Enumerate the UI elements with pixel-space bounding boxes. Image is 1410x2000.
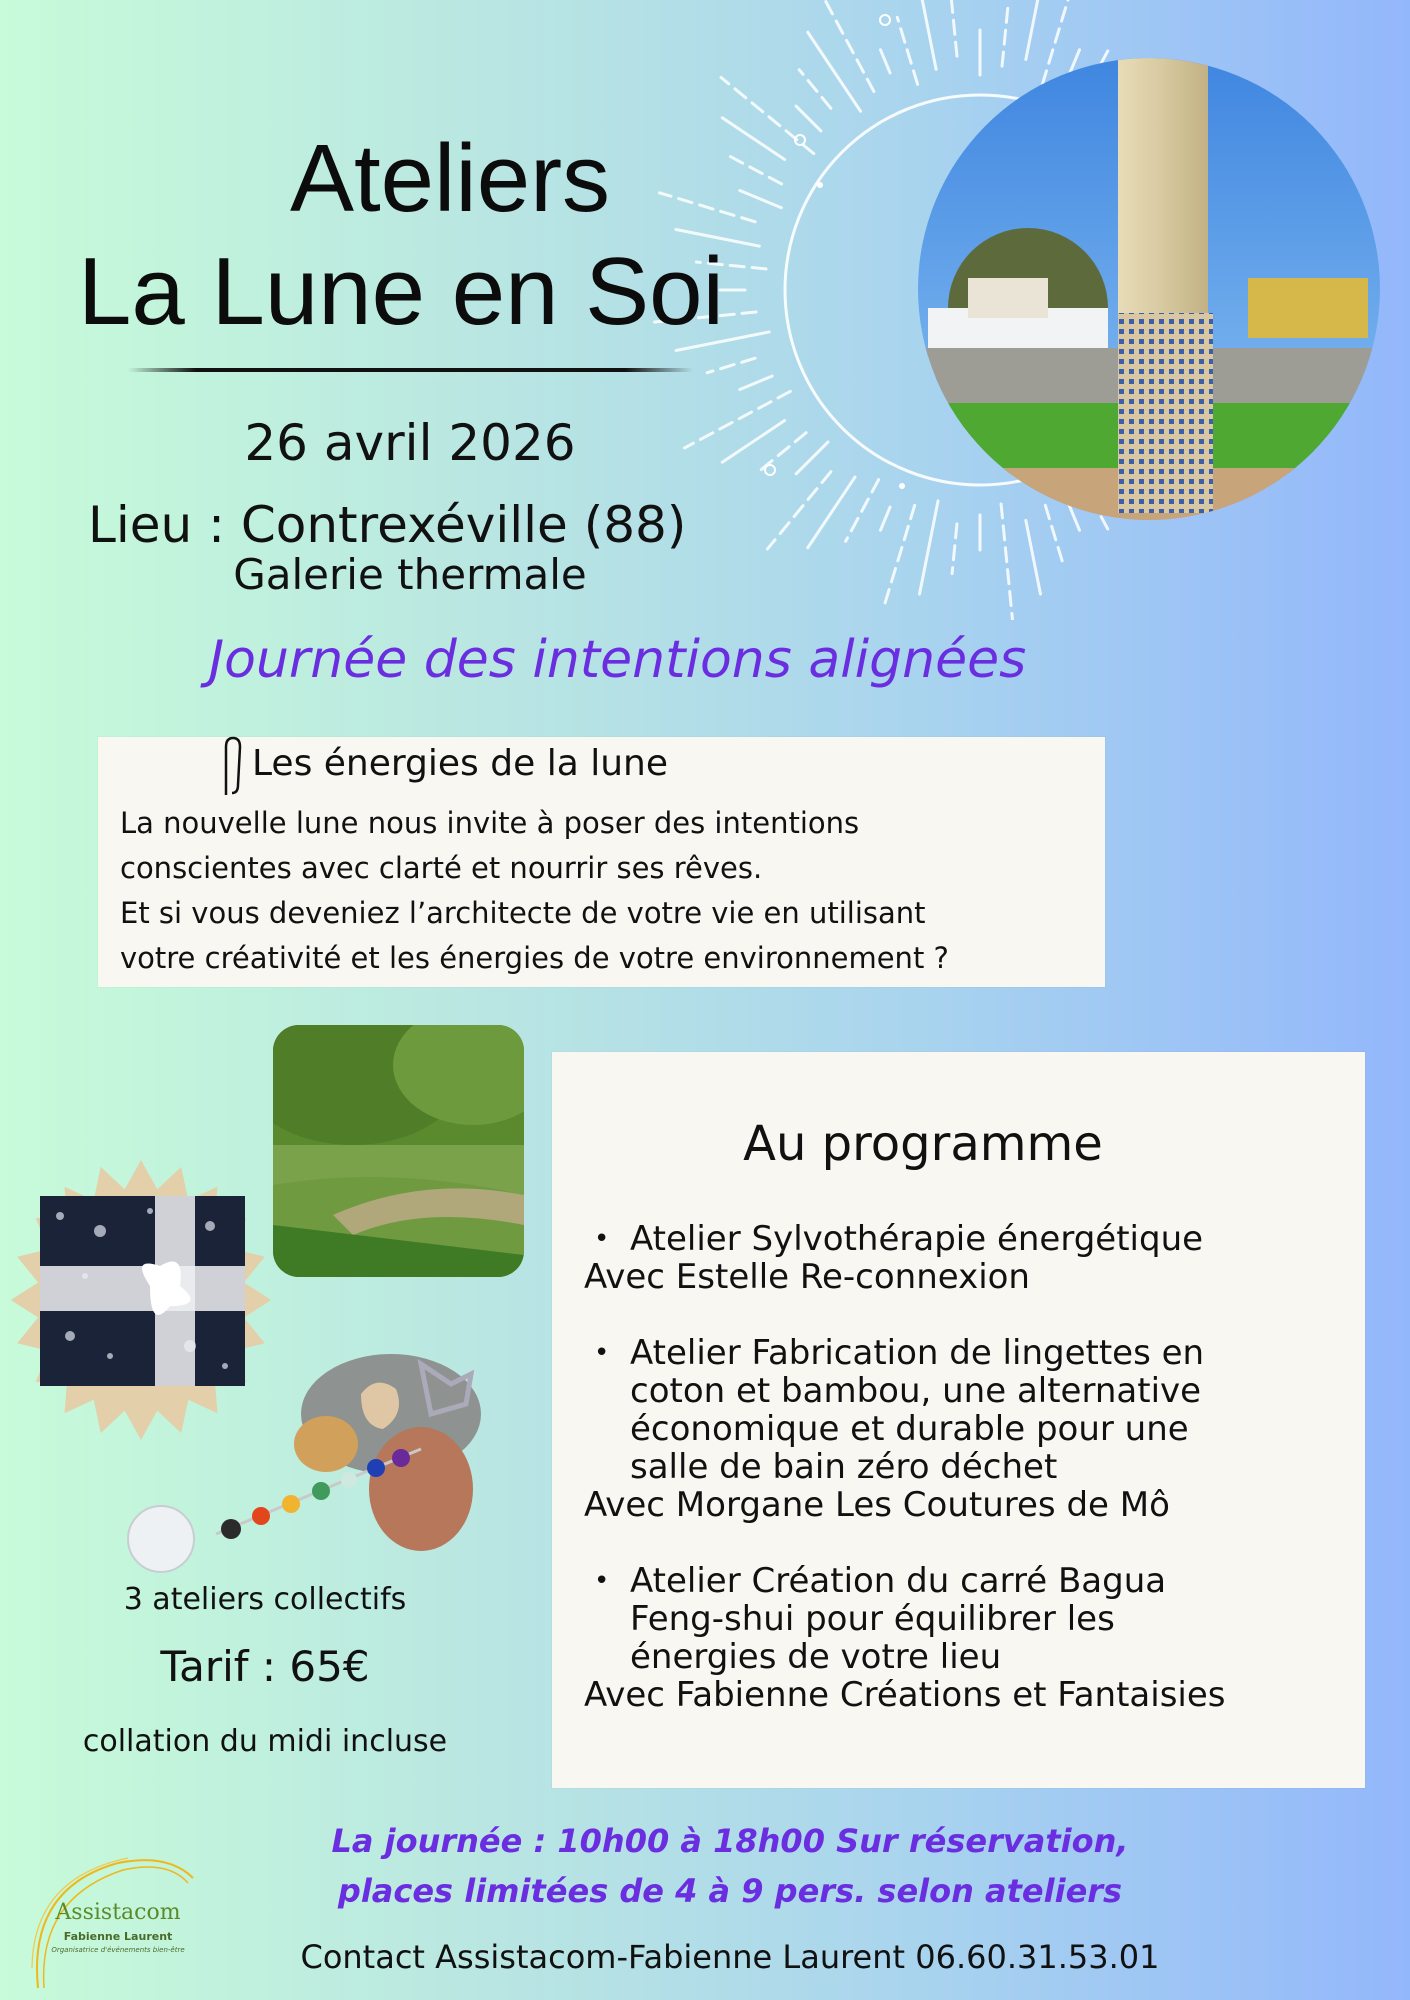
paperclip-icon [218, 735, 244, 799]
logo-subtitle: Organisatrice d'événements bien-être [51, 1946, 185, 1954]
program-item-line: Atelier Fabrication de lingettes en [630, 1333, 1205, 1373]
program-item [584, 1334, 1354, 1524]
program-card [552, 1052, 1365, 1788]
intro-text [120, 801, 949, 981]
sun-ray [920, 501, 939, 594]
contact-info: Contact Assistacom-Fabienne Laurent 06.60.31.53.01 [300, 1938, 1160, 1976]
sun-ray [1001, 504, 1013, 620]
sun-ray [1026, 0, 1041, 60]
sun-ray [881, 50, 891, 73]
sun-ray [846, 480, 879, 542]
sun-ray [897, 17, 917, 84]
sun-ray [659, 193, 755, 222]
program-item-line: coton et bambou, une alternative [630, 1371, 1202, 1411]
venue-photo [918, 58, 1380, 520]
program-item-line: économique et durable pour une [630, 1409, 1189, 1449]
logo-brand: Assistacom [55, 1900, 181, 1925]
program-title: Au programme [743, 1116, 1103, 1172]
assistacom-logo [28, 1848, 208, 1993]
sun-ray [920, 0, 937, 69]
program-item-host: Avec Fabienne Créations et Fantaisies [584, 1675, 1226, 1715]
program-item [584, 1220, 1354, 1296]
intro-heading: Les énergies de la lune [252, 743, 668, 784]
program-item-line: Atelier Création du carré Bagua [630, 1561, 1167, 1601]
price: Tarif : 65€ [160, 1642, 370, 1691]
sun-ray [808, 32, 861, 111]
program-item-line: salle de bain zéro déchet [630, 1447, 1058, 1487]
sun-ray [707, 358, 755, 373]
intro-card [98, 737, 1105, 987]
sun-ray [881, 507, 891, 530]
sun-ray [721, 77, 814, 153]
intro-line: votre créativité et les énergies de votre environnement ? [120, 941, 949, 975]
program-item-host: Avec Estelle Re-connexion [584, 1257, 1030, 1297]
sun-ray [796, 442, 828, 474]
bullet-icon: • [594, 1338, 610, 1368]
sun-ray [796, 106, 821, 131]
event-date: 26 avril 2026 [244, 414, 576, 472]
title-line-2: La Lune en Soi [78, 238, 724, 345]
title-divider [128, 368, 693, 372]
program-item-line: Feng-shui pour équilibrer les [630, 1599, 1115, 1639]
logo-name: Fabienne Laurent [63, 1930, 173, 1943]
intro-line: Et si vous deveniez l’architecte de votre vie en utilisant [120, 896, 926, 930]
schedule-line-1: La journée : 10h00 à 18h00 Sur réservation, [331, 1822, 1129, 1860]
bullet-icon: • [594, 1566, 610, 1596]
program-item [584, 1562, 1354, 1714]
sun-ray [1045, 505, 1062, 562]
sun-ray [883, 505, 915, 610]
intro-line: La nouvelle lune nous invite à poser des intentions [120, 806, 860, 840]
program-item-host: Avec Morgane Les Coutures de Mô [584, 1485, 1170, 1525]
sun-ray [947, 0, 957, 56]
sun-ray [740, 376, 772, 389]
sun-ray [1026, 520, 1041, 594]
sun-ray [799, 70, 831, 109]
meal-included: collation du midi incluse [82, 1724, 448, 1759]
sun-ray [729, 156, 782, 184]
bullet-icon: • [594, 1224, 610, 1254]
forest-photo [273, 1025, 524, 1277]
program-item-line: Atelier Sylvothérapie énergétique [630, 1219, 1204, 1259]
event-location: Lieu : Contrexéville (88) [88, 496, 687, 554]
pendulum-stones-photo [121, 1354, 521, 1574]
sun-ray [722, 421, 784, 463]
sun-ray [767, 472, 830, 549]
gallery-column-photo [918, 58, 1380, 520]
sun-ray [722, 118, 784, 160]
sun-ray [952, 524, 957, 574]
workshops-count: 3 ateliers collectifs [123, 1582, 407, 1617]
schedule-line-2: places limitées de 4 à 9 pers. selon ateliers [337, 1872, 1123, 1910]
sun-ray [1002, 6, 1008, 66]
program-item-line: énergies de votre lieu [630, 1637, 1002, 1677]
event-venue: Galerie thermale [233, 550, 587, 599]
tagline: Journée des intentions alignées [208, 630, 1027, 690]
intro-line: conscientes avec clarté et nourrir ses rêves. [120, 851, 763, 885]
sun-ray [822, 0, 874, 92]
sun-ray [740, 191, 782, 208]
title-line-1: Ateliers [289, 125, 611, 232]
program-list [584, 1220, 1354, 1714]
